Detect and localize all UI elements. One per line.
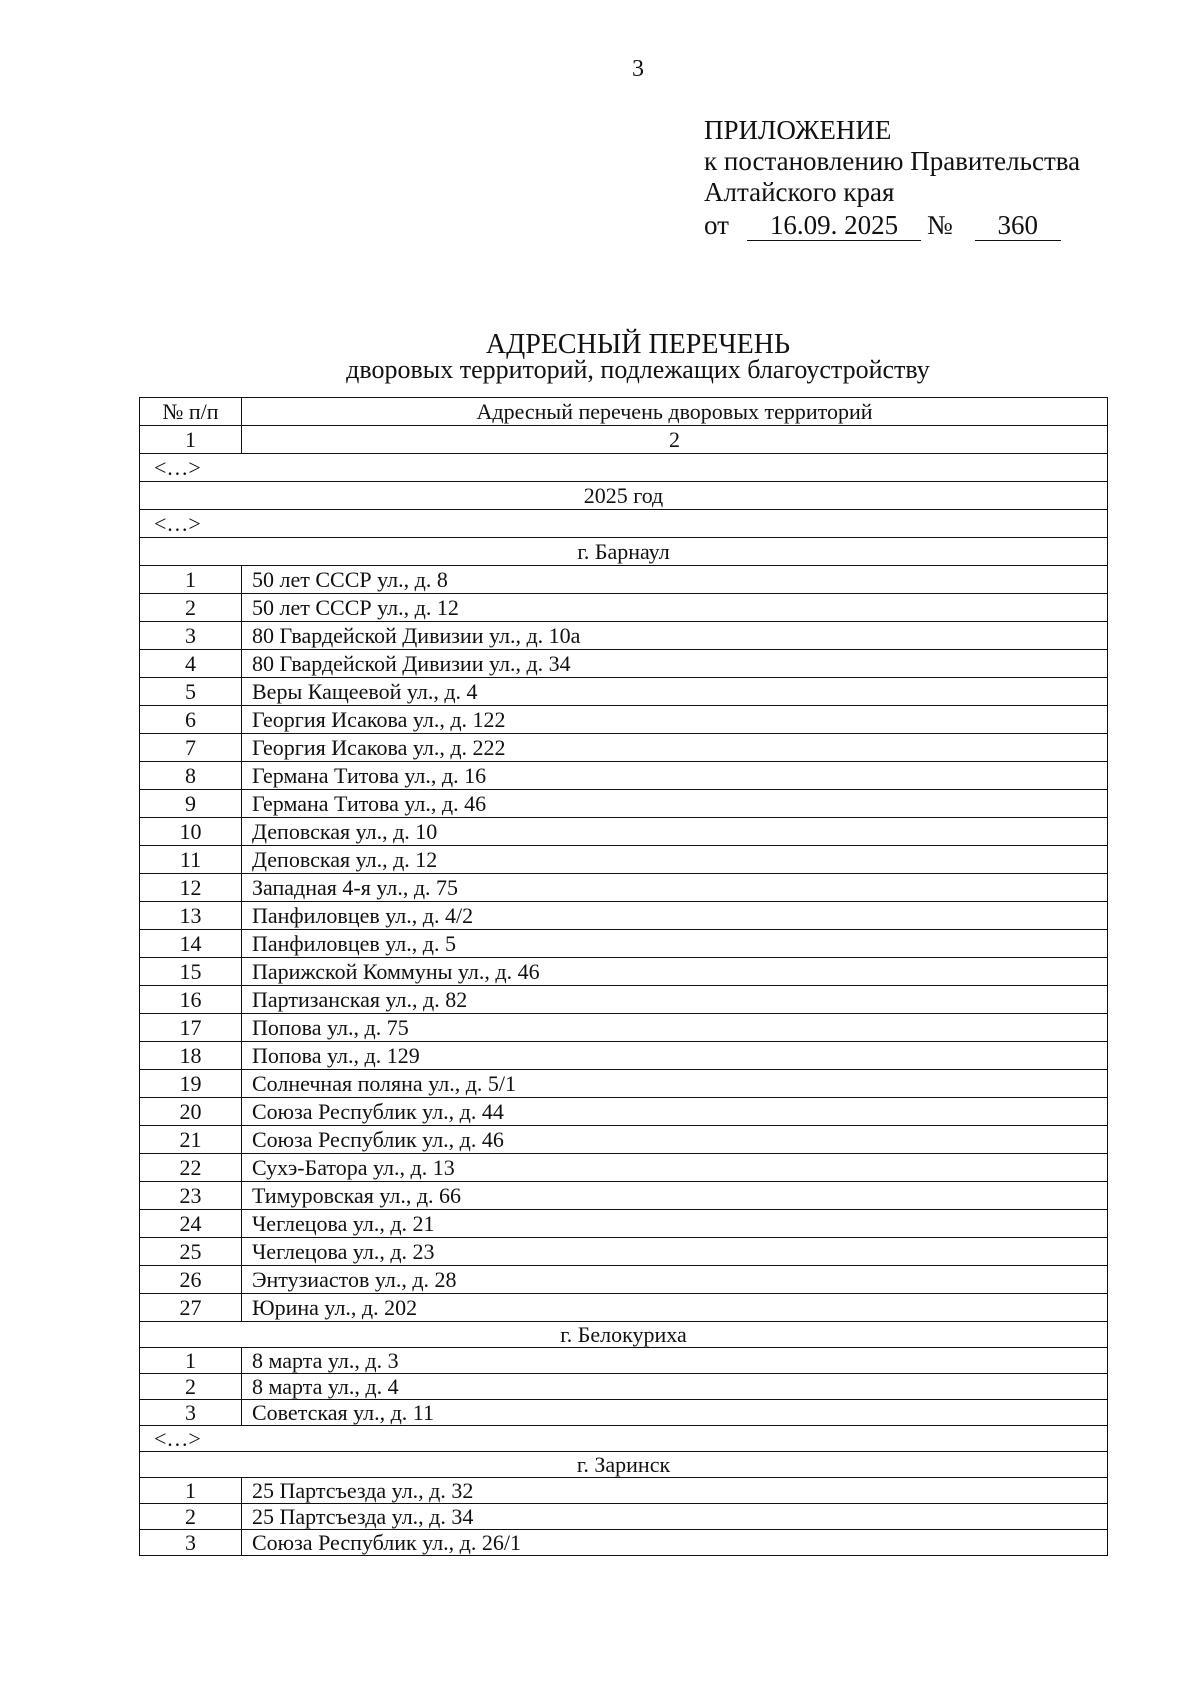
ellipsis-cell: <…>: [140, 510, 1108, 538]
city-name: г. Барнаул: [140, 538, 1108, 566]
row-address: 50 лет СССР ул., д. 8: [242, 566, 1108, 594]
table-row: [140, 594, 1108, 622]
table-row: [140, 1504, 1108, 1530]
row-address: Георгия Исакова ул., д. 222: [242, 734, 1108, 762]
row-number: 17: [140, 1014, 242, 1042]
row-address: Чеглецова ул., д. 23: [242, 1238, 1108, 1266]
page-number: 3: [632, 56, 644, 82]
row-address: 8 марта ул., д. 4: [242, 1374, 1108, 1400]
row-number: 9: [140, 790, 242, 818]
city-row: [140, 1452, 1108, 1478]
column-header-number: № п/п: [140, 398, 242, 426]
row-address: Веры Кащеевой ул., д. 4: [242, 678, 1108, 706]
row-number: 1: [140, 566, 242, 594]
document-subtitle: дворовых территорий, подлежащих благоустройству: [346, 355, 930, 384]
row-number: 4: [140, 650, 242, 678]
row-address: Советская ул., д. 11: [242, 1400, 1108, 1426]
date-value: 16.09. 2025: [747, 211, 921, 241]
appendix-line-1: к постановлению Правительства: [704, 146, 1081, 176]
row-address: Георгия Исакова ул., д. 122: [242, 706, 1108, 734]
row-number: 3: [140, 1400, 242, 1426]
table-header-row: [140, 398, 1108, 426]
table-row: [140, 1400, 1108, 1426]
table-row: [140, 1238, 1108, 1266]
table-row: [140, 1374, 1108, 1400]
row-address: 25 Партсъезда ул., д. 32: [242, 1478, 1108, 1504]
table-row: [140, 1154, 1108, 1182]
row-address: Союза Республик ул., д. 44: [242, 1098, 1108, 1126]
table-row: [140, 874, 1108, 902]
row-address: 80 Гвардейской Дивизии ул., д. 34: [242, 650, 1108, 678]
table-row: [140, 1530, 1108, 1556]
ellipsis-row: [140, 1426, 1108, 1452]
column-index-2: 2: [242, 426, 1108, 454]
row-number: 24: [140, 1210, 242, 1238]
row-number: 21: [140, 1126, 242, 1154]
table-row: [140, 1266, 1108, 1294]
document-title: АДРЕСНЫЙ ПЕРЕЧЕНЬ: [485, 329, 791, 360]
table-row: [140, 986, 1108, 1014]
table-row: [140, 1098, 1108, 1126]
row-number: 20: [140, 1098, 242, 1126]
row-address: Попова ул., д. 75: [242, 1014, 1108, 1042]
table-index-row: [140, 426, 1108, 454]
row-address: Сухэ-Батора ул., д. 13: [242, 1154, 1108, 1182]
ellipsis-cell: <…>: [140, 454, 1108, 482]
row-address: 25 Партсъезда ул., д. 34: [242, 1504, 1108, 1530]
ellipsis-row: [140, 510, 1108, 538]
table-row: [140, 1042, 1108, 1070]
year-label: 2025 год: [140, 482, 1108, 510]
city-row: [140, 1322, 1108, 1348]
row-address: Германа Титова ул., д. 16: [242, 762, 1108, 790]
table-row: [140, 846, 1108, 874]
appendix-line-2: Алтайского края: [704, 177, 895, 207]
appendix-title: ПРИЛОЖЕНИЕ: [704, 115, 892, 145]
row-number: 23: [140, 1182, 242, 1210]
date-prefix: от: [704, 210, 729, 240]
city-name: г. Белокуриха: [140, 1322, 1108, 1348]
row-number: 12: [140, 874, 242, 902]
table-row: [140, 566, 1108, 594]
row-number: 1: [140, 1478, 242, 1504]
row-address: Германа Титова ул., д. 46: [242, 790, 1108, 818]
table-row: [140, 706, 1108, 734]
row-address: Тимуровская ул., д. 66: [242, 1182, 1108, 1210]
row-number: 15: [140, 958, 242, 986]
row-number: 5: [140, 678, 242, 706]
row-number: 18: [140, 1042, 242, 1070]
table-row: [140, 1348, 1108, 1374]
table-row: [140, 622, 1108, 650]
row-number: 2: [140, 594, 242, 622]
row-number: 10: [140, 818, 242, 846]
appendix-date-line: [704, 210, 1080, 241]
row-address: 80 Гвардейской Дивизии ул., д. 10а: [242, 622, 1108, 650]
row-number: 1: [140, 1348, 242, 1374]
row-address: Деповская ул., д. 10: [242, 818, 1108, 846]
ellipsis-row: [140, 454, 1108, 482]
table-row: [140, 902, 1108, 930]
row-address: Союза Республик ул., д. 46: [242, 1126, 1108, 1154]
row-number: 3: [140, 1530, 242, 1556]
row-number: 6: [140, 706, 242, 734]
row-address: Попова ул., д. 129: [242, 1042, 1108, 1070]
row-number: 16: [140, 986, 242, 1014]
row-number: 14: [140, 930, 242, 958]
table-row: [140, 818, 1108, 846]
table-row: [140, 1478, 1108, 1504]
address-table-body: [140, 398, 1108, 1556]
table-row: [140, 1070, 1108, 1098]
city-name: г. Заринск: [140, 1452, 1108, 1478]
row-address: Солнечная поляна ул., д. 5/1: [242, 1070, 1108, 1098]
row-number: 8: [140, 762, 242, 790]
row-address: Юрина ул., д. 202: [242, 1294, 1108, 1322]
row-address: Панфиловцев ул., д. 4/2: [242, 902, 1108, 930]
row-number: 2: [140, 1504, 242, 1530]
table-row: [140, 958, 1108, 986]
row-number: 2: [140, 1374, 242, 1400]
address-table: [139, 397, 1108, 1556]
row-address: 50 лет СССР ул., д. 12: [242, 594, 1108, 622]
table-row: [140, 1294, 1108, 1322]
row-address: Панфиловцев ул., д. 5: [242, 930, 1108, 958]
row-address: Чеглецова ул., д. 21: [242, 1210, 1108, 1238]
row-address: Энтузиастов ул., д. 28: [242, 1266, 1108, 1294]
row-address: Деповская ул., д. 12: [242, 846, 1108, 874]
table-row: [140, 1126, 1108, 1154]
row-number: 27: [140, 1294, 242, 1322]
row-address: Союза Республик ул., д. 26/1: [242, 1530, 1108, 1556]
row-address: Парижской Коммуны ул., д. 46: [242, 958, 1108, 986]
row-address: 8 марта ул., д. 3: [242, 1348, 1108, 1374]
row-address: Партизанская ул., д. 82: [242, 986, 1108, 1014]
table-row: [140, 650, 1108, 678]
ellipsis-cell: <…>: [140, 1426, 1108, 1452]
table-row: [140, 790, 1108, 818]
year-row: [140, 482, 1108, 510]
column-index-1: 1: [140, 426, 242, 454]
row-number: 22: [140, 1154, 242, 1182]
table-row: [140, 930, 1108, 958]
number-sign: №: [926, 210, 953, 240]
table-row: [140, 1210, 1108, 1238]
table-row: [140, 734, 1108, 762]
row-number: 26: [140, 1266, 242, 1294]
column-header-address: Адресный перечень дворовых территорий: [242, 398, 1108, 426]
row-number: 19: [140, 1070, 242, 1098]
table-row: [140, 1182, 1108, 1210]
table-row: [140, 1014, 1108, 1042]
number-value: 360: [975, 211, 1061, 241]
table-row: [140, 678, 1108, 706]
row-number: 25: [140, 1238, 242, 1266]
city-row: [140, 538, 1108, 566]
appendix-block: [704, 115, 1080, 241]
row-number: 13: [140, 902, 242, 930]
row-address: Западная 4-я ул., д. 75: [242, 874, 1108, 902]
row-number: 3: [140, 622, 242, 650]
table-row: [140, 762, 1108, 790]
row-number: 11: [140, 846, 242, 874]
row-number: 7: [140, 734, 242, 762]
